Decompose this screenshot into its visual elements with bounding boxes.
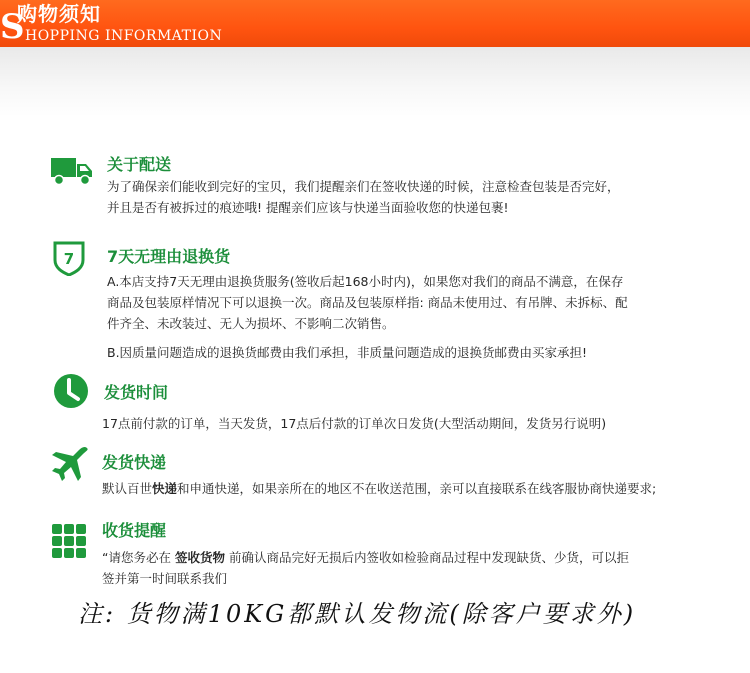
receipt-text-after: 前确认商品完好无损后内签收如检验商品过程中发现缺货、少货，可以拒 bbox=[224, 550, 629, 565]
shipping-time-text: 17点前付款的订单，当天发货，17点后付款的订单次日发货(大型活动期间，发货另行说明) bbox=[102, 416, 607, 431]
returns-title: 7天无理由退换货 bbox=[107, 247, 231, 266]
returns-text-line-1: A.本店支持7天无理由退换货服务(签收后起168小时内)，如果您对我们的商品不满意，在保存 bbox=[107, 274, 624, 289]
shield-number: 7 bbox=[63, 250, 75, 268]
header-en-initial: S bbox=[0, 7, 25, 47]
delivery-text-line-2: 并且是否有被拆过的痕迹哦! 提醒亲们应该与快递当面验收您的快递包裹! bbox=[107, 200, 509, 215]
grid-icon bbox=[52, 524, 86, 558]
express-text-before: 默认百世 bbox=[102, 481, 153, 496]
returns-text-line-3: 件齐全、未改装过、无人为损坏、不影响二次销售。 bbox=[107, 316, 395, 331]
express-text-after: 和申通快递，如果亲所在的地区不在收送范围，亲可以直接联系在线客服协商快递要求; bbox=[177, 481, 657, 496]
delivery-text-line-1: 为了确保亲们能收到完好的宝贝，我们提醒亲们在签收快递的时候，注意检查包装是否完好， bbox=[107, 179, 620, 194]
express-text bbox=[102, 478, 656, 499]
returns-text-line-b: B.因质量问题造成的退换货邮费由我们承担，非质量问题造成的退换货邮费由买家承担! bbox=[107, 345, 588, 360]
receipt-title: 收货提醒 bbox=[102, 521, 167, 540]
header-shadow bbox=[0, 47, 750, 117]
express-text-bold: 快递 bbox=[152, 481, 178, 496]
logistics-note: 注: 货物满10KG都默认发物流(除客户要求外) bbox=[78, 600, 637, 628]
airplane-icon bbox=[50, 446, 90, 484]
receipt-text-bold: 签收货物 bbox=[174, 550, 225, 565]
returns-text-line-2: 商品及包装原样情况下可以退换一次。商品及包装原样指: 商品未使用过、有吊牌、未拆标、配 bbox=[107, 295, 628, 310]
shield-7-icon bbox=[52, 240, 86, 276]
clock-icon bbox=[52, 372, 90, 410]
header-banner bbox=[0, 0, 750, 47]
express-title: 发货快递 bbox=[102, 453, 167, 472]
shipping-time-title: 发货时间 bbox=[104, 383, 169, 402]
delivery-title: 关于配送 bbox=[107, 155, 172, 174]
receipt-text-line-2: 签并第一时间联系我们 bbox=[102, 571, 228, 586]
header-en-title: HOPPING INFORMATION bbox=[25, 28, 223, 44]
header-cn-title: 购物须知 bbox=[17, 2, 101, 26]
truck-icon bbox=[50, 155, 94, 187]
receipt-text-line-1 bbox=[102, 547, 629, 568]
receipt-text-before: “请您务必在 bbox=[102, 550, 175, 565]
